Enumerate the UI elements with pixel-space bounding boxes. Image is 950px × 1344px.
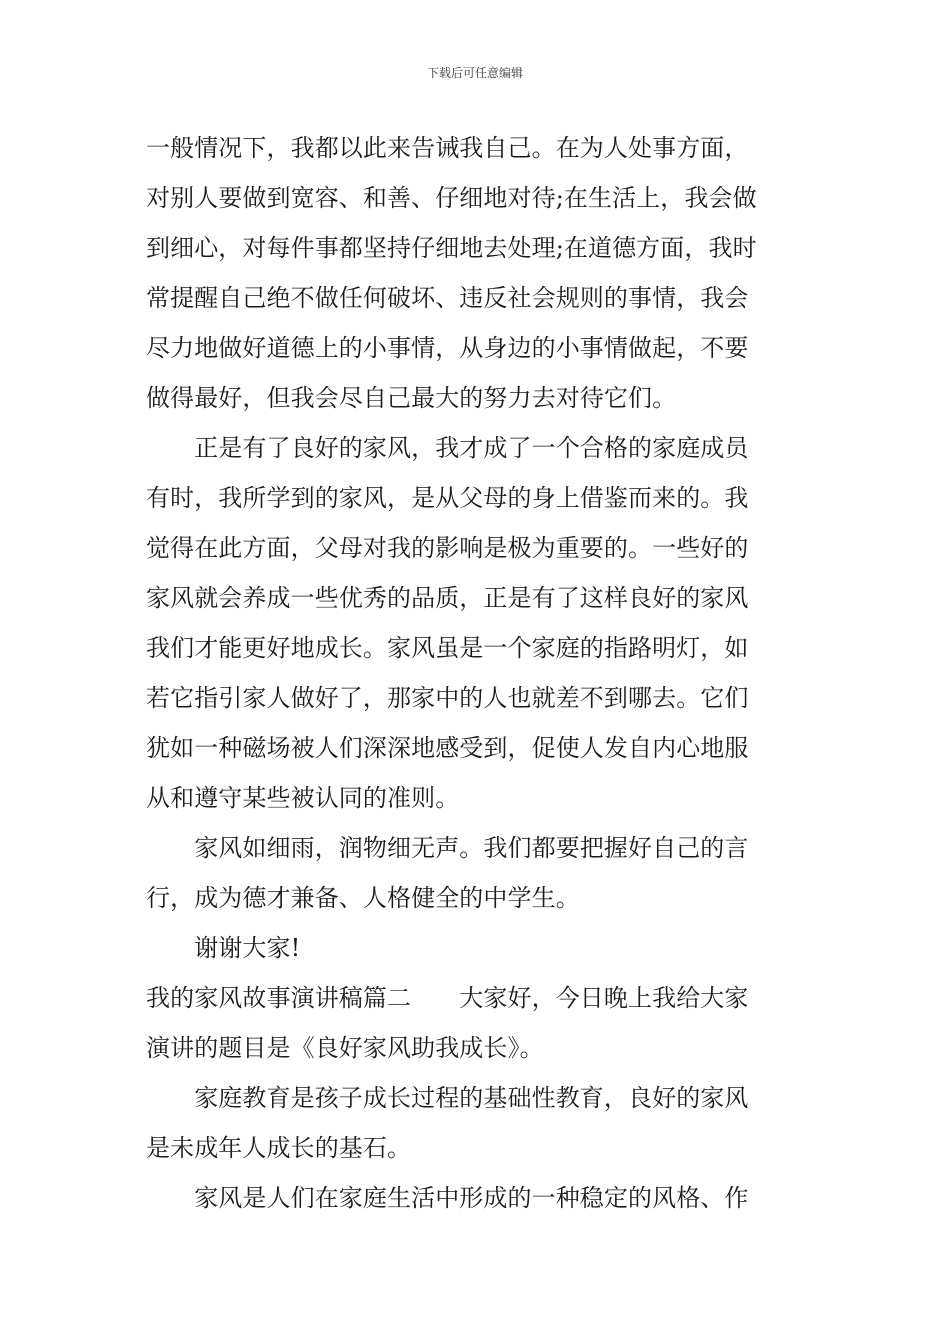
text-line: 有时，我所学到的家风，是从父母的身上借鉴而来的。我 [146,484,749,512]
text-line: 觉得在此方面，父母对我的影响是极为重要的。一些好的 [146,534,749,562]
text-line: 做得最好，但我会尽自己最大的努力去对待它们。 [146,384,677,412]
text-line: 演讲的题目是《良好家风助我成长》。 [146,1034,544,1062]
text-line: 我的家风故事演讲稿篇二 大家好，今日晚上我给大家 [146,984,749,1012]
text-line: 家庭教育是孩子成长过程的基础性教育，良好的家风 [146,1084,749,1112]
text-line: 尽力地做好道德上的小事情，从身边的小事情做起，不要 [146,334,749,362]
text-line: 我们才能更好地成长。家风虽是一个家庭的指路明灯，如 [146,634,749,662]
text-line: 家风就会养成一些优秀的品质，正是有了这样良好的家风 [146,584,749,612]
text-line: 到细心，对每件事都坚持仔细地去处理;在道德方面，我时 [146,234,757,262]
text-line: 对别人要做到宽容、和善、仔细地对待;在生活上，我会做 [146,184,757,212]
page-header-note: 下载后可任意编辑 [426,66,523,80]
text-line: 犹如一种磁场被人们深深地感受到，促使人发自内心地服 [146,734,749,762]
text-line: 家风是人们在家庭生活中形成的一种稳定的风格、作 [146,1184,749,1212]
text-line: 行，成为德才兼备、人格健全的中学生。 [146,884,580,912]
text-line: 常提醒自己绝不做任何破坏、违反社会规则的事情，我会 [146,284,749,312]
text-line: 一般情况下，我都以此来告诫我自己。在为人处事方面， [146,134,749,162]
text-line: 是未成年人成长的基石。 [146,1134,412,1162]
text-line: 若它指引家人做好了，那家中的人也就差不到哪去。它们 [146,684,749,712]
text-line: 正是有了良好的家风，我才成了一个合格的家庭成员 [146,434,749,462]
text-line: 谢谢大家! [146,934,301,962]
text-line: 从和遵守某些被认同的准则。 [146,784,460,812]
text-line: 家风如细雨，润物细无声。我们都要把握好自己的言 [146,834,749,862]
